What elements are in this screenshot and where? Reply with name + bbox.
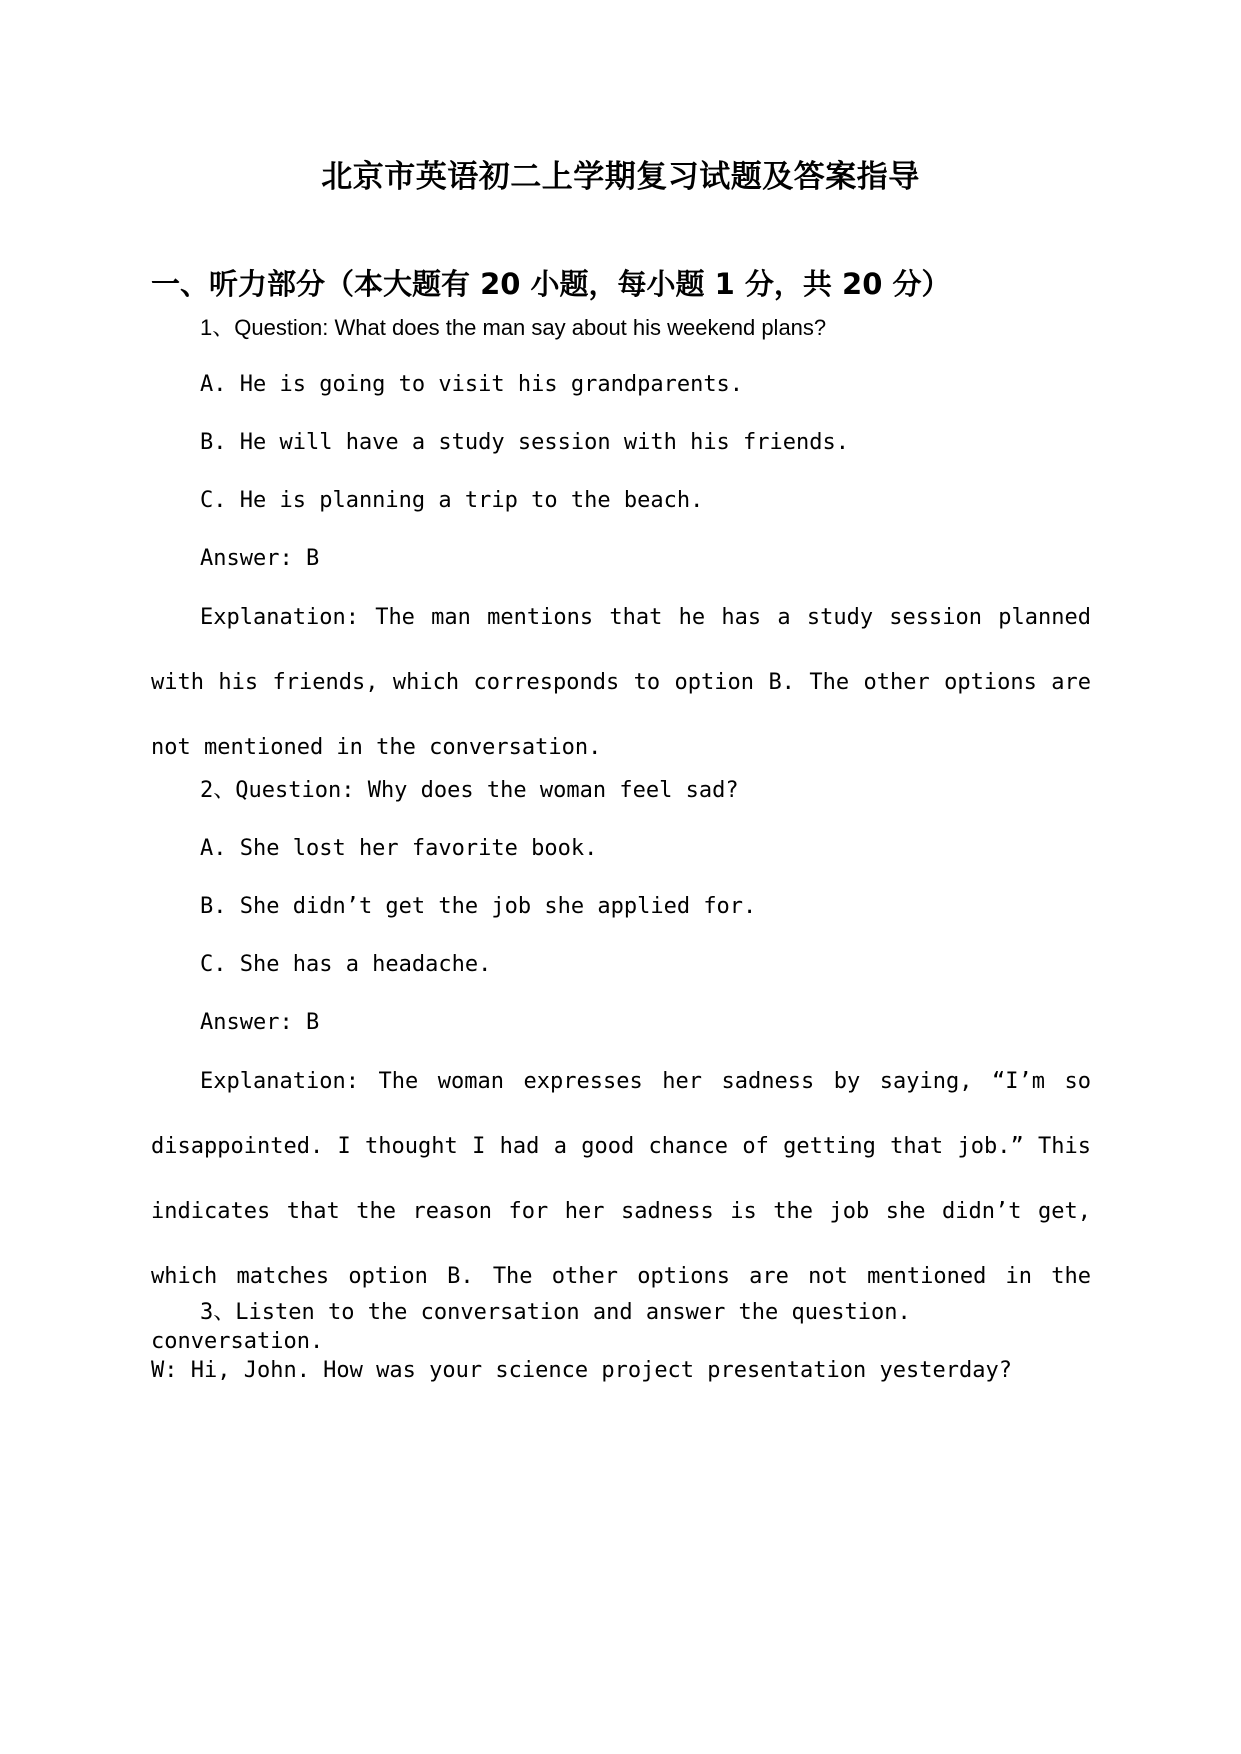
document-title: 北京市英语初二上学期复习试题及答案指导 (321, 159, 920, 195)
section-heading-listening: 一、听力部分（本大题有 20 小题，每小题 1 分，共 20 分） (151, 267, 951, 301)
question-1-text: 1、Question: What does the man say about his weekend plans? (200, 315, 827, 340)
question-2-explanation: Explanation: The woman expresses her sadness by saying, “I’m so disappointed. I thought I had a good chance of getting that job.” This indicates that the reason for her sadness is the job she didn’t get, which matches option B. The other options are not mentioned in the conversation. (151, 1069, 1091, 1354)
question-2-text: 2、Question: Why does the woman feel sad? (200, 778, 739, 803)
question-1-option-a: A. He is going to visit his grandparents. (200, 372, 744, 397)
question-2-option-c: C. She has a headache. (200, 952, 492, 977)
question-2-option-a: A. She lost her favorite book. (200, 836, 598, 861)
question-2-answer: Answer: B (200, 1010, 320, 1035)
question-1-option-c: C. He is planning a trip to the beach. (200, 488, 704, 513)
question-2-option-b: B. She didn’t get the job she applied for. (200, 894, 757, 919)
question-1-option-b: B. He will have a study session with his friends. (200, 430, 850, 455)
question-3-text: 3、Listen to the conversation and answer the question. (200, 1300, 911, 1325)
question-3-dialogue-line: W: Hi, John. How was your science project presentation yesterday? (151, 1358, 1012, 1383)
question-1-explanation: Explanation: The man mentions that he has a study session planned with his friends, which corresponds to option B. The other options are not mentioned in the conversation. (151, 605, 1091, 760)
question-1-answer: Answer: B (200, 546, 320, 571)
